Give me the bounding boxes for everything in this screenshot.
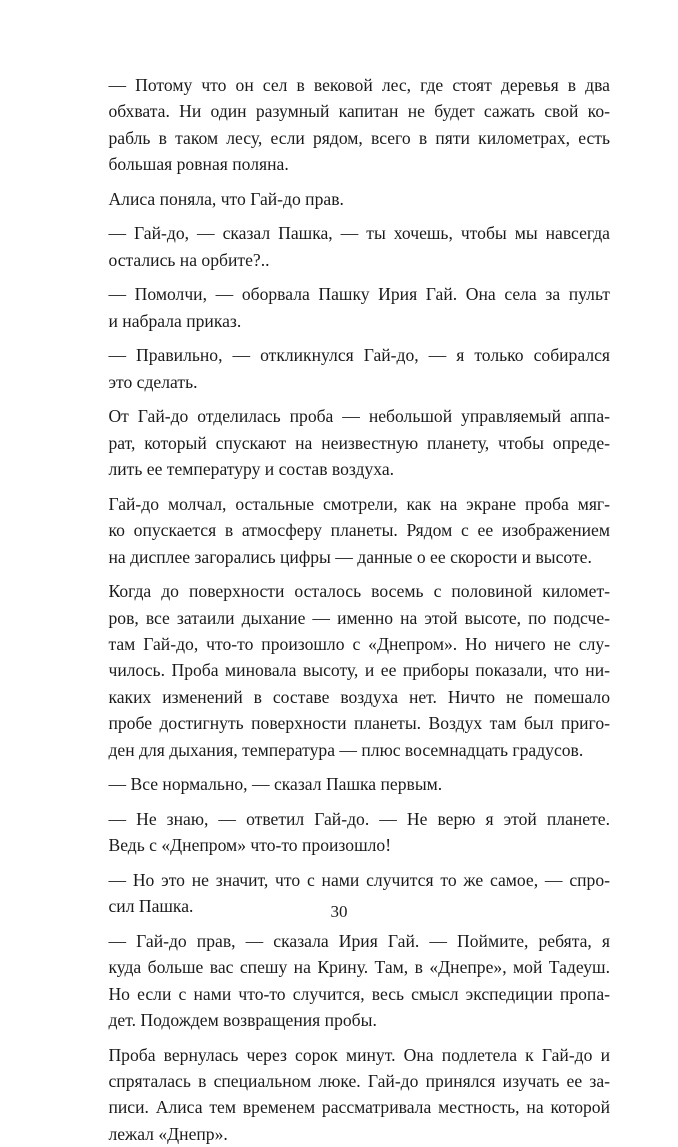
text-line: остались на орбите?.. bbox=[108, 249, 270, 270]
paragraph bbox=[90, 403, 610, 482]
text-line: — Гай-до, — сказал Пашка, — ты хочешь, чтобы мы навсегда bbox=[108, 223, 610, 244]
paragraph bbox=[90, 806, 610, 859]
paragraph bbox=[90, 281, 610, 334]
text-line: большая ровная поляна. bbox=[108, 154, 289, 175]
text-line: и набрала приказ. bbox=[108, 310, 242, 331]
text-line: — Потому что он сел в вековой лес, где стоят деревья в два bbox=[108, 75, 610, 95]
text-line: — Помолчи, — оборвала Пашку Ирия Гай. Она села за пульт bbox=[108, 284, 610, 305]
text-line: рат, который спускают на неизвестную планету, чтобы опреде- bbox=[108, 432, 610, 453]
text-line: писи. Алиса тем временем рассматривала местность, на которой bbox=[108, 1097, 610, 1118]
text-line: Проба вернулась через сорок минут. Она подлетела к Гай-до и bbox=[108, 1044, 610, 1065]
text-line: дет. Подождем возвращения пробы. bbox=[108, 1010, 377, 1031]
paragraph bbox=[90, 491, 610, 570]
text-line: каких изменений в составе воздуха нет. Ничто не помешало bbox=[108, 686, 610, 707]
paragraph bbox=[90, 220, 610, 273]
text-line: на дисплее загорались цифры — данные о ее скорости и высоте. bbox=[108, 546, 592, 567]
text-line: — Не знаю, — ответил Гай-до. — Не верю я этой планете. bbox=[108, 808, 610, 829]
paragraph bbox=[90, 72, 610, 178]
text-line: Алиса поняла, что Гай-до прав. bbox=[108, 188, 344, 209]
text-line: сил Пашка. bbox=[108, 896, 194, 917]
text-line: это сделать. bbox=[108, 371, 198, 392]
text-line: куда больше вас спешу на Крину. Там, в «Днепре», мой Тадеуш. bbox=[108, 957, 610, 978]
text-line: — Гай-до прав, — сказала Ирия Гай. — Поймите, ребята, я bbox=[108, 930, 610, 951]
text-line: чилось. Проба миновала высоту, и ее приборы показали, что ни- bbox=[108, 660, 610, 681]
paragraph bbox=[90, 186, 610, 212]
text-line: лежал «Днепр». bbox=[108, 1123, 228, 1144]
text-line: — Все нормально, — сказал Пашка первым. bbox=[108, 774, 443, 795]
text-line: От Гай-до отделилась проба — небольшой управляемый аппа- bbox=[108, 406, 610, 427]
text-line: Гай-до молчал, остальные смотрели, как на экране проба мяг- bbox=[108, 493, 610, 514]
text-line: ров, все затаили дыхание — именно на этой высоте, по подсче- bbox=[108, 607, 610, 628]
paragraph bbox=[90, 342, 610, 395]
paragraph bbox=[90, 928, 610, 1034]
text-line: — Правильно, — откликнулся Гай-до, — я только собирался bbox=[108, 345, 610, 366]
text-line: Ведь с «Днепром» что-то произошло! bbox=[108, 835, 392, 856]
text-line: обхвата. Ни один разумный капитан не будет сажать свой ко- bbox=[108, 101, 610, 122]
text-line: Когда до поверхности осталось восемь с половиной километ- bbox=[108, 581, 610, 602]
text-line: спряталась в специальном люке. Гай-до принялся изучать ее за- bbox=[108, 1071, 610, 1092]
text-line: пробе достигнуть поверхности планеты. Воздух там был приго- bbox=[108, 713, 610, 734]
text-line: рабль в таком лесу, если рядом, всего в пяти километрах, есть bbox=[108, 127, 610, 148]
text-line: там Гай-до, что-то произошло с «Днепром». Но ничего не слу- bbox=[108, 634, 610, 655]
text-line: лить ее температуру и состав воздуха. bbox=[108, 459, 395, 480]
text-line: Но если с нами что-то случится, весь смысл экспедиции пропа- bbox=[108, 983, 610, 1004]
page-body bbox=[90, 72, 610, 1147]
paragraph bbox=[90, 578, 610, 763]
text-line: ден для дыхания, температура — плюс восемнадцать градусов. bbox=[108, 739, 584, 760]
paragraph bbox=[90, 1042, 610, 1147]
text-line: — Но это не значит, что с нами случится то же самое, — спро- bbox=[108, 869, 610, 890]
paragraph bbox=[90, 771, 610, 797]
text-line: ко опускается в атмосферу планеты. Рядом с ее изображением bbox=[108, 520, 610, 541]
page-number: 30 bbox=[330, 902, 348, 921]
